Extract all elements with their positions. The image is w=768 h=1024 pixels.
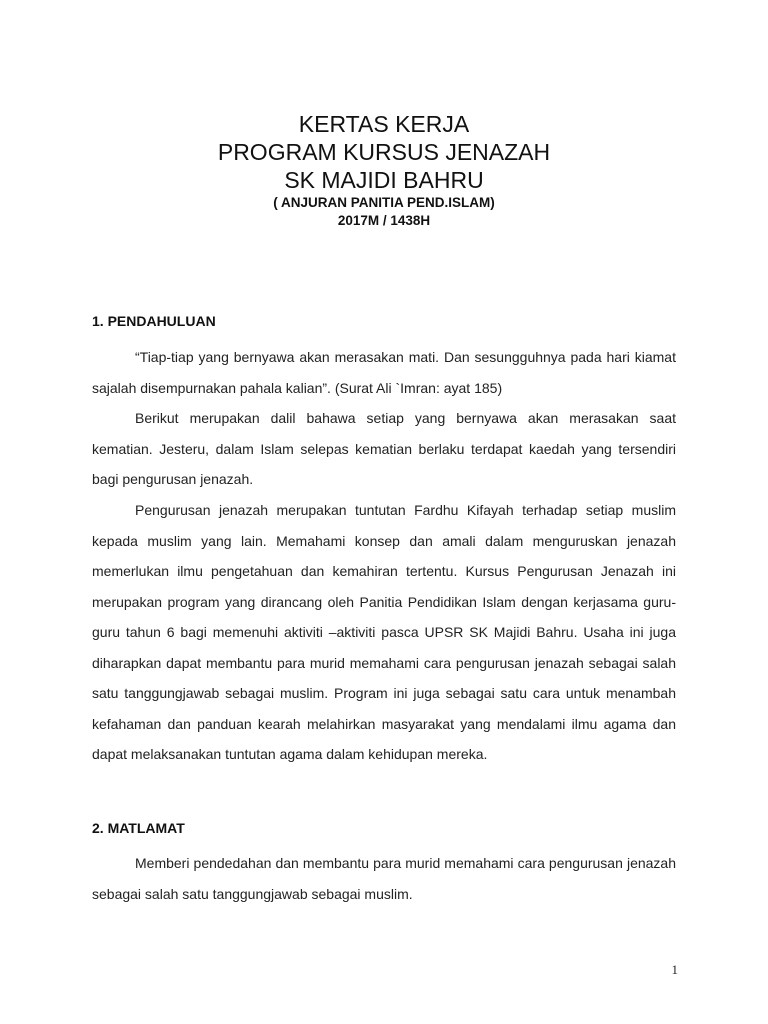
paragraph-dalil bbox=[92, 403, 676, 495]
title-line-2: PROGRAM KURSUS JENAZAH bbox=[217, 139, 551, 165]
section-heading-pendahuluan: 1. PENDAHULUAN bbox=[92, 313, 216, 329]
paragraph-text: “Tiap-tiap yang bernyawa akan merasakan mati. Dan sesungguhnya pada hari kiamat sajalah disempurnakan pahala kalian”. (Surat Ali `Imran: ayat 185) bbox=[92, 349, 676, 396]
paragraph-quote bbox=[92, 342, 676, 403]
title-line-1: KERTAS KERJA bbox=[298, 111, 470, 137]
paragraph-text: Pengurusan jenazah merupakan tuntutan Fardhu Kifayah terhadap setiap muslim kepada muslim yang lain. Memahami konsep dan amali dalam menguruskan jenazah memerlukan ilmu pengetahuan dan kemahiran tertentu. Kursus Pengurusan Jenazah ini merupakan program yang dirancang oleh Panitia Pendidikan Islam dengan kerjasama guru-guru tahun 6 bagi memenuhi aktiviti –aktiviti pasca UPSR SK Majidi Bahru. Usaha ini juga diharapkan dapat membantu para murid memahami cara pengurusan jenazah sebagai salah satu tanggungjawab sebagai muslim. Program ini juga sebagai satu cara untuk menambah kefahaman dan panduan kearah melahirkan masyarakat yang mendalami ilmu agama dan dapat melaksanakan tuntutan agama dalam kehidupan mereka. bbox=[92, 502, 676, 762]
paragraph-pengurusan bbox=[92, 495, 676, 770]
section-heading-matlamat: 2. MATLAMAT bbox=[92, 820, 185, 836]
page-number: 1 bbox=[671, 962, 678, 977]
year-line: 2017M / 1438H bbox=[337, 213, 431, 228]
paragraph-text: Memberi pendedahan dan membantu para murid memahami cara pengurusan jenazah sebagai salah satu tanggungjawab sebagai muslim. bbox=[92, 855, 676, 902]
paragraph-matlamat bbox=[92, 848, 676, 909]
paragraph-text: Berikut merupakan dalil bahawa setiap yang bernyawa akan merasakan saat kematian. Jesteru, dalam Islam selepas kematian berlaku terdapat kaedah yang tersendiri bagi pengurusan jenazah. bbox=[92, 410, 676, 487]
title-block bbox=[0, 110, 768, 230]
organizer-line: ( ANJURAN PANITIA PEND.ISLAM) bbox=[273, 195, 495, 210]
title-line-3: SK MAJIDI BAHRU bbox=[284, 167, 484, 193]
